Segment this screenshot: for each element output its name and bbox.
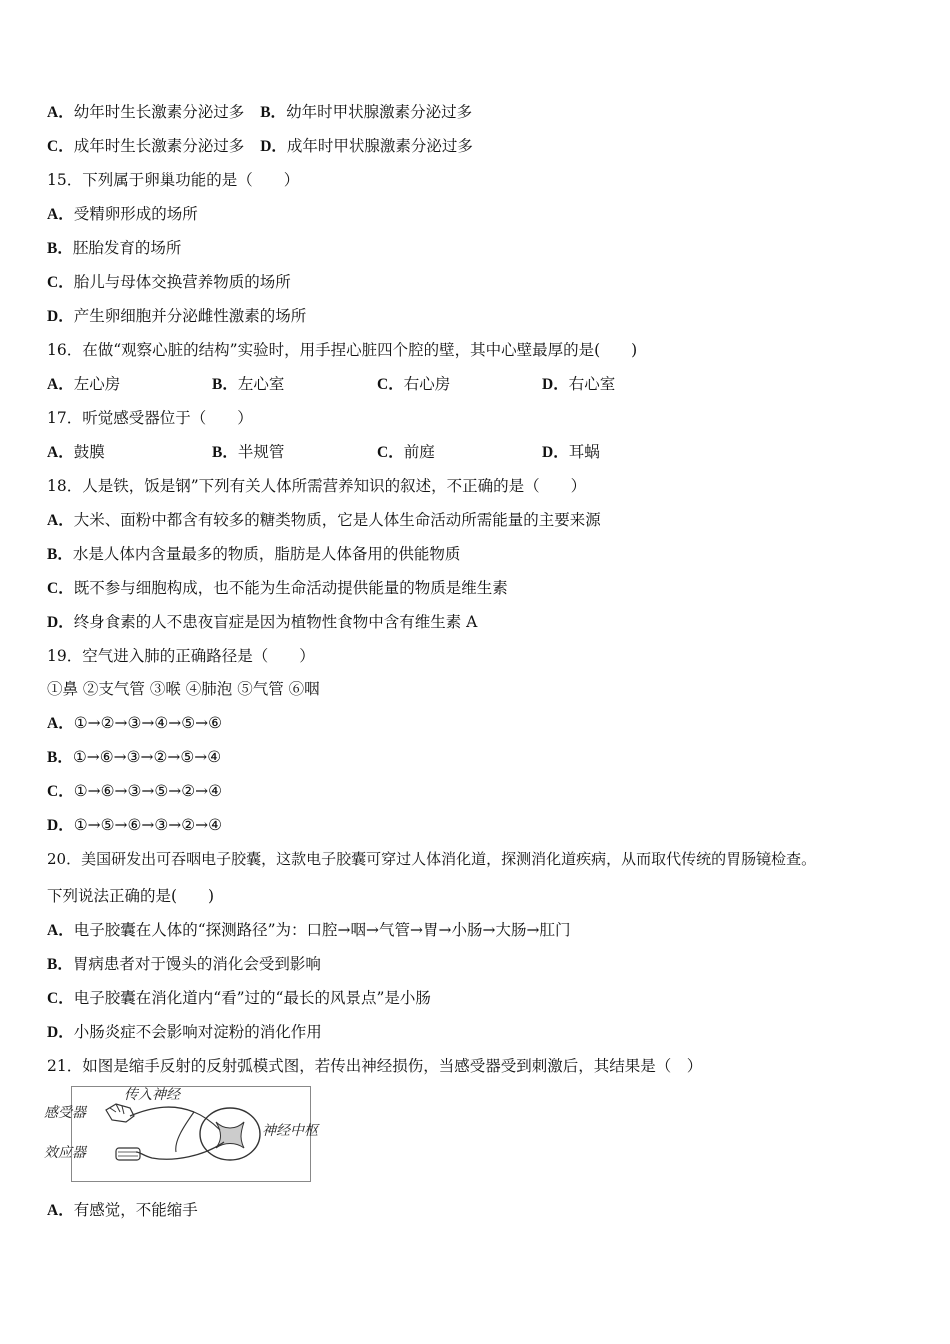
q14-option-d-text: 成年时甲状腺激素分泌过多	[286, 137, 473, 155]
q14-option-a-label: A．	[47, 104, 74, 121]
q20-option-b	[47, 954, 321, 975]
q15-option-c	[47, 272, 291, 293]
q20-option-c-text: 电子胶囊在消化道内“看”过的“最长的风景点”是小肠	[73, 989, 431, 1007]
q17-option-a	[47, 442, 212, 463]
q17-option-c	[377, 442, 542, 463]
q15-option-a-text: 受精卵形成的场所	[73, 205, 198, 223]
q17-option-b-label: B．	[212, 444, 238, 461]
q14-option-c-text: 成年时生长激素分泌过多	[73, 137, 245, 155]
q18-option-d-label: D．	[47, 614, 74, 631]
q14-option-c-label: C．	[47, 138, 74, 155]
q21-option-a-text: 有感觉，不能缩手	[73, 1201, 198, 1219]
q20-option-a-label: A．	[47, 922, 74, 939]
q18-option-c-label: C．	[47, 580, 74, 597]
q19-option-b-text: ①→⑥→③→②→⑤→④	[72, 748, 222, 766]
q18-option-b	[47, 544, 460, 565]
q15-option-b	[47, 238, 181, 259]
q16-stem: 16．在做“观察心脏的结构”实验时，用手捏心脏四个腔的壁，其中心壁最厚的是( )	[47, 341, 638, 359]
q19-option-b-label: B．	[47, 749, 73, 766]
q17-option-d-text: 耳蜗	[568, 443, 600, 461]
q19-option-a-text: ①→②→③→④→⑤→⑥	[73, 714, 223, 732]
q16-options	[47, 374, 707, 395]
label-receptor: 感受器	[44, 1105, 86, 1121]
q17-option-a-text: 鼓膜	[73, 443, 105, 461]
q17-option-a-label: A．	[47, 444, 74, 461]
q15-option-b-text: 胚胎发育的场所	[72, 239, 182, 257]
q20-option-a	[47, 920, 570, 941]
q14-option-d-label: D．	[260, 138, 287, 155]
q15-stem: 15．下列属于卵巢功能的是（ ）	[47, 171, 300, 189]
q16-option-d	[542, 374, 707, 395]
q14-option-a-text: 幼年时生长激素分泌过多	[73, 103, 245, 121]
q20-option-d	[47, 1022, 322, 1043]
q20-option-c	[47, 988, 431, 1009]
q20-option-d-label: D．	[47, 1024, 74, 1041]
q16-option-a-text: 左心房	[73, 375, 121, 393]
q20-option-c-label: C．	[47, 990, 74, 1007]
q17-option-d	[542, 442, 707, 463]
q18-option-b-label: B．	[47, 546, 73, 563]
q21-option-a	[47, 1200, 198, 1221]
q16-option-a-label: A．	[47, 376, 74, 393]
q19-option-a-label: A．	[47, 715, 74, 732]
q15-option-b-label: B．	[47, 240, 73, 257]
q15-option-a	[47, 204, 198, 225]
label-nerve-center: 神经中枢	[262, 1123, 318, 1139]
q15-option-d	[47, 306, 306, 327]
q20-option-d-text: 小肠炎症不会影响对淀粉的消化作用	[73, 1023, 322, 1041]
q18-option-a-text: 大米、面粉中都含有较多的糖类物质，它是人体生命活动所需能量的主要来源	[73, 511, 601, 529]
q15-option-a-label: A．	[47, 206, 74, 223]
q17-option-c-label: C．	[377, 444, 404, 461]
q15-option-d-text: 产生卵细胞并分泌雌性激素的场所	[73, 307, 307, 325]
q14-options-row-2	[47, 136, 473, 157]
label-afferent-nerve: 传入神经	[124, 1087, 180, 1103]
q16-option-b-label: B．	[212, 376, 238, 393]
q19-option-c-label: C．	[47, 783, 74, 800]
q14-option-b-text: 幼年时甲状腺激素分泌过多	[286, 103, 473, 121]
q18-option-c	[47, 578, 508, 599]
q19-option-c-text: ①→⑥→③→⑤→②→④	[73, 782, 223, 800]
q19-option-b	[47, 747, 221, 768]
q16-option-d-label: D．	[542, 376, 569, 393]
label-effector: 效应器	[44, 1145, 86, 1161]
q18-option-b-text: 水是人体内含量最多的物质，脂肪是人体备用的供能物质	[72, 545, 461, 563]
q19-option-a	[47, 713, 222, 734]
q16-option-b	[212, 374, 377, 395]
q16-option-c	[377, 374, 542, 395]
q20-option-a-text: 电子胶囊在人体的“探测路径”为：口腔→咽→气管→胃→小肠→大肠→肛门	[73, 921, 571, 939]
q19-option-d	[47, 815, 222, 836]
q20-option-b-text: 胃病患者对于馒头的消化会受到影响	[72, 955, 321, 973]
q19-option-c	[47, 781, 222, 802]
q17-option-d-label: D．	[542, 444, 569, 461]
q20-stem-line-1: 20．美国研发出可吞咽电子胶囊，这款电子胶囊可穿过人体消化道，探测消化道疾病，从而取代传统的胃肠镜检查。	[47, 850, 817, 868]
q21-option-a-label: A．	[47, 1202, 74, 1219]
q19-items: ①鼻 ②支气管 ③喉 ④肺泡 ⑤气管 ⑥咽	[47, 680, 320, 698]
q15-option-c-text: 胎儿与母体交换营养物质的场所	[73, 273, 291, 291]
q18-option-c-text: 既不参与细胞构成，也不能为生命活动提供能量的物质是维生素	[73, 579, 508, 597]
q16-option-b-text: 左心室	[237, 375, 285, 393]
q17-option-b-text: 半规管	[237, 443, 285, 461]
q21-stem: 21．如图是缩手反射的反射弧模式图，若传出神经损伤，当感受器受到刺激后，其结果是（ ）	[47, 1057, 703, 1075]
reflex-arc-figure	[44, 1086, 344, 1186]
q15-option-d-label: D．	[47, 308, 74, 325]
q19-option-d-text: ①→⑤→⑥→③→②→④	[73, 816, 223, 834]
q18-option-a	[47, 510, 601, 531]
q16-option-d-text: 右心室	[568, 375, 616, 393]
q18-option-a-label: A．	[47, 512, 74, 529]
q18-stem: 18．人是铁，饭是钢”下列有关人体所需营养知识的叙述，不正确的是（ ）	[47, 477, 587, 495]
q14-option-b-label: B．	[260, 104, 287, 121]
q17-stem: 17．听觉感受器位于（ ）	[47, 409, 253, 427]
q16-option-a	[47, 374, 212, 395]
q18-option-d-text: 终身食素的人不患夜盲症是因为植物性食物中含有维生素 A	[73, 613, 478, 631]
q15-option-c-label: C．	[47, 274, 74, 291]
q20-option-b-label: B．	[47, 956, 73, 973]
q17-options	[47, 442, 707, 463]
q16-option-c-text: 右心房	[403, 375, 451, 393]
q16-option-c-label: C．	[377, 376, 404, 393]
q14-options-row-1	[47, 102, 472, 123]
q17-option-c-text: 前庭	[403, 443, 435, 461]
q18-option-d	[47, 612, 477, 633]
q19-stem: 19．空气进入肺的正确路径是（ ）	[47, 647, 315, 665]
q20-stem-line-2: 下列说法正确的是( )	[47, 887, 215, 905]
q19-option-d-label: D．	[47, 817, 74, 834]
q17-option-b	[212, 442, 377, 463]
